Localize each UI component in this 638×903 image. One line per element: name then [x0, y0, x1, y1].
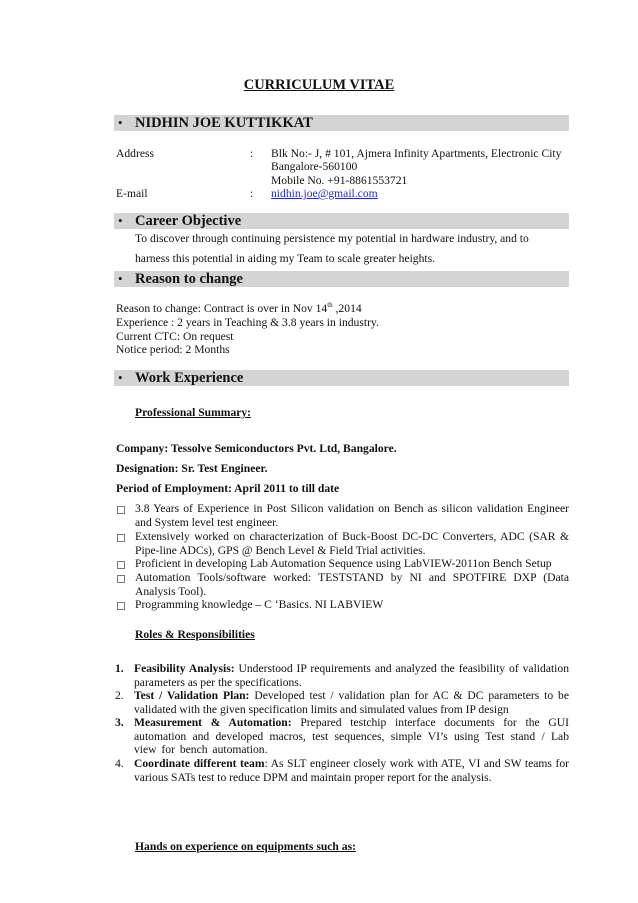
- period-line: Period of Employment: April 2011 to till date: [116, 482, 340, 495]
- experience-line: Experience : 2 years in Teaching & 3.8 years in industry.: [116, 316, 379, 329]
- checkbox-bullet-icon: [117, 575, 125, 583]
- ctc-line: Current CTC: On request: [116, 330, 234, 343]
- address-colon: :: [250, 147, 254, 160]
- summary-item: Extensively worked on characterization of Buck-Boost DC-DC Converters, ADC (SAR & Pipe-line ADCs), GPS @ Bench Level & Field Trial activities.: [135, 530, 569, 557]
- equipment-heading: Hands on experience on equipments such as:: [135, 840, 356, 853]
- bullet-icon: •: [118, 213, 123, 228]
- checkbox-bullet-icon: [117, 506, 125, 514]
- reason-line: Reason to change: Contract is over in Nov 14th ,2014: [116, 301, 362, 315]
- company-line: Company: Tessolve Semiconductors Pvt. Ltd, Bangalore.: [116, 442, 397, 455]
- address-line-2: Bangalore-560100: [271, 160, 358, 173]
- role-item: Coordinate different team: As SLT engineer closely work with ATE, VI and SW teams for various SATs test to reduce DPM and maintain proper report for the analysis.: [134, 757, 570, 784]
- career-objective-line-2: harness this potential in aiding my Team to scale greater heights.: [135, 252, 436, 265]
- role-number: 2.: [115, 689, 124, 702]
- notice-period-line: Notice period: 2 Months: [116, 343, 230, 356]
- email-colon: :: [250, 187, 254, 200]
- work-experience-heading: Work Experience: [135, 370, 244, 386]
- email-label: E-mail: [116, 187, 148, 200]
- role-number: 1.: [115, 662, 124, 675]
- career-objective-line-1: To discover through continuing persistence my potential in hardware industry, and to: [135, 232, 529, 245]
- checkbox-bullet-icon: [117, 534, 125, 542]
- summary-item: Programming knowledge – C ‘Basics. NI LABVIEW: [135, 598, 384, 611]
- summary-item: 3.8 Years of Experience in Post Silicon validation on Bench as silicon validation Engineer and System level test engineer.: [135, 502, 569, 529]
- address-label: Address: [116, 147, 154, 160]
- bullet-icon: •: [118, 370, 123, 385]
- role-item: Measurement & Automation: Prepared testchip interface documents for the GUI automation and developed macros, test sequences, simple VI’s using Test stand / Lab view for bench automation.: [134, 716, 569, 756]
- role-item: Feasibility Analysis: Understood IP requirements and analyzed the feasibility of validation parameters as per the specifications.: [134, 662, 569, 689]
- role-number: 4.: [115, 757, 124, 770]
- candidate-name: NIDHIN JOE KUTTIKKAT: [135, 115, 313, 131]
- checkbox-bullet-icon: [117, 602, 125, 610]
- bullet-icon: •: [118, 115, 123, 130]
- address-line-1: Blk No:- J, # 101, Ajmera Infinity Apartments, Electronic City: [271, 147, 562, 160]
- career-objective-heading: Career Objective: [135, 213, 242, 229]
- email-link[interactable]: nidhin.joe@gmail.com: [271, 187, 378, 200]
- reason-to-change-heading: Reason to change: [135, 271, 243, 287]
- summary-item: Proficient in developing Lab Automation Sequence using LabVIEW-2011on Bench Setup: [135, 557, 552, 570]
- mobile-number: Mobile No. +91-8861553721: [271, 174, 408, 187]
- document-title: CURRICULUM VITAE: [243, 77, 395, 93]
- role-item: Test / Validation Plan: Developed test / validation plan for AC & DC parameters to be validated with the given specification limits and simulated values from IP design: [134, 689, 569, 716]
- summary-item: Automation Tools/software worked: TESTSTAND by NI and SPOTFIRE DXP (Data Analysis Tool).: [135, 571, 569, 598]
- roles-heading: Roles & Responsibilities: [135, 628, 255, 641]
- professional-summary-heading: Professional Summary:: [135, 406, 252, 419]
- designation-line: Designation: Sr. Test Engineer.: [116, 462, 268, 475]
- bullet-icon: •: [118, 271, 123, 286]
- checkbox-bullet-icon: [117, 561, 125, 569]
- role-number: 3.: [115, 716, 124, 729]
